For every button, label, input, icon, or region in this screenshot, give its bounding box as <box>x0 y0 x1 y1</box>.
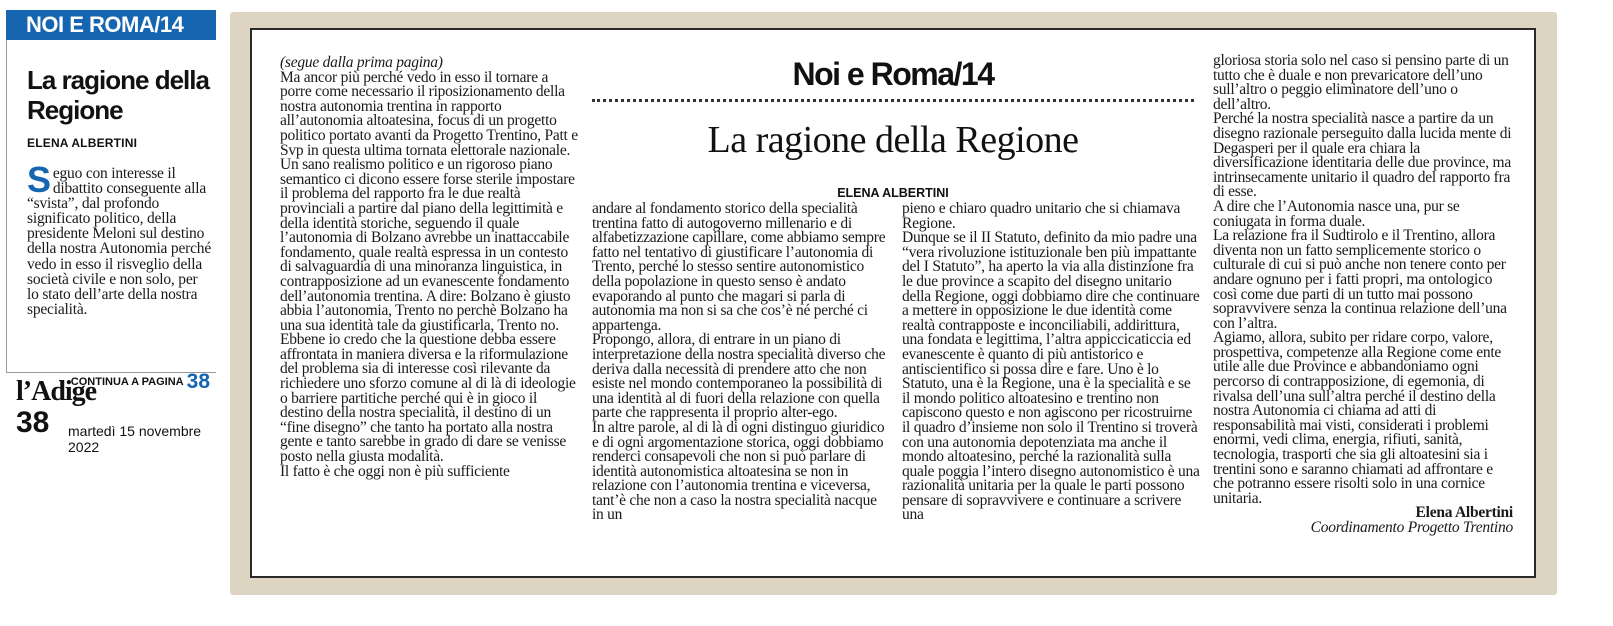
drop-cap: S <box>27 159 51 200</box>
article-column-1 <box>280 56 580 479</box>
headline-block <box>592 54 1194 200</box>
signature-name: Elena Albertini <box>1415 504 1513 522</box>
continue-label: CONTINUA A PAGINA <box>70 376 184 388</box>
paragraph: Propongo, allora, di entrare in un piano di interpretazione della nostra specialità diverso che deriva dalla necessità di prendere atto che non esiste nel mondo contemporaneo la possibilità di una identità al di fuori della relazione con quella parte che rappresenta il proprio alter-ego. <box>592 331 886 422</box>
teaser-author: ELENA ALBERTINI <box>27 136 138 150</box>
page-number: 38 <box>16 406 50 439</box>
paragraph: La relazione fra il Sudtirolo e il Trentino, allora diventa non un fatto semplicemente storico o culturale di cui si può anche non tenere conto per andare ognuno per i fatti propri, ma ontologico così come due parti di un tutto mai possono sopravvivere senza la continua relazione dell’una con l’altra. <box>1213 227 1507 332</box>
paragraph: pieno e chiaro quadro unitario che si chiamava Regione. <box>902 200 1181 232</box>
front-page-teaser <box>6 10 216 455</box>
paragraph: Il fatto è che oggi non è più sufficiente <box>280 462 510 480</box>
issue-date: martedì 15 novembre 2022 <box>68 423 202 455</box>
continue-page-number: 38 <box>186 370 210 393</box>
paragraph: Agiamo, allora, subito per ridare corpo, valore, prospettiva, competenze alla Regione come ente utile alle due Province e abbandoniamo ogni percorso di contrapposizione, di egemonia, di rivalsa dell’una sull’altra perché il destino della nostra Autonomia ci chiama ad atti di responsabilità mai visti, considerati i problemi enormi, vedi clima, energia, rifiuti, sanità, tecnologia, trasporti che sia gli altoatesini sia i trentini sono e saranno chiamati ad affrontare e che potranno essere risolti solo in una cornice unitaria. <box>1213 329 1502 507</box>
kicker: Noi e Roma/14 <box>792 56 994 92</box>
teaser-title: La ragione della Regione <box>27 65 209 125</box>
paragraph: Ma ancor più perché vedo in esso il tornare a porre come necessario il riposizionamento della nostra autonomia trentina in rapporto all’autonomia altoatesina, focus di un progetto politico portato avanti da Progetto Trentino, Patt e Svp in questa ultima tornata elettorale nazionale. <box>280 68 578 159</box>
continued-note: (segue dalla prima pagina) <box>280 54 443 71</box>
teaser-text <box>27 159 212 318</box>
dotted-divider <box>592 99 1194 102</box>
paragraph: A dire che l’Autonomia nasce una, pur se coniugata in forma duale. <box>1213 197 1460 230</box>
article-column-2 <box>592 202 889 523</box>
byline: ELENA ALBERTINI <box>837 186 949 200</box>
signature-role: Coordinamento Progetto Trentino <box>1310 519 1513 536</box>
article-column-3 <box>902 202 1202 523</box>
paragraph: Dunque se il II Statuto, definito da mio padre una “vera rivoluzione istituzionale ben più impattante del I Statuto”, ha aperto la via alla distinzione fra le due province a scapito del disegno unitario della Regione, oggi dobbiamo dire che continuare a mettere in opposizione le due identità come realtà contrapposte e inconciliabili, addirittura, una fondata e legittima, l’altra appiccicaticcia ed evanescente è quanto di più antistorico e antiscientifico si possa dire e fare. Uno è lo Statuto, una è la Regione, una è la specialità e se il mondo politico altoatesino e trentino non capiscono questo e non agiscono per ricostruirne il quadro d’insieme non solo il Trentino si troverà con una autonomia depotenziata ma anche il mondo altoatesino, perché la razionalità sulla quale poggia l’intero disegno autonomistico è una razionalità unitaria per la quale le parti possono pensare di sopravvivere e continuare a scrivere una <box>902 229 1200 524</box>
paragraph: andare al fondamento storico della specialità trentina fatto di autogoverno millenario e di alfabetizzazione capillare, come abbiamo sempre fatto nel tentativo di giustificare l’autonomia di Trento, perché lo stesso sentire autonomistico della popolazione in questo senso è andato evaporando al punto che magari si parla di autonomia ma non si sa che cos’è né perché ci appartenga. <box>592 200 886 334</box>
paragraph: In altre parole, al di là di ogni distinguo giuridico e di ogni argomentazione storica, oggi dobbiamo renderci consapevoli che non si può parlare di identità autonomistica altoatesina se non in relazione con l’autonomia trentina e viceversa, tant’è che non a caso la nostra specialità nacque in un <box>592 418 885 524</box>
newspaper-masthead: l’Adige <box>16 376 97 407</box>
paragraph: gloriosa storia solo nel caso si pensino parte di un tutto che è duale e non prevaricatore dell’uno sull’altro o peggio eliminatore dell’uno o dell’altro. <box>1213 52 1509 113</box>
paragraph: Un sano realismo politico e un rigoroso piano semantico ci dicono essere forse sterile impostare il problema del rapporto fra le due realtà provinciali a partire dal piano della legittimità e della identità storiche, seguendo il quale l’autonomia di Bolzano avrebbe un inattaccabile fondamento, quale realtà espressa in un contesto di salvaguardia di una minoranza linguistica, in contrapposizione ad un evanescente fondamento dell’autonomia trentina. A dire: Bolzano è giusto abbia l’autonomia, Trento no perchè Bolzano ha una sua identità tale da giustificarla, Trento no. Ebbene io credo che la questione debba essere affrontata in maniera diversa e la riformulazione del problema sia di interesse così rilevante da richiedere uno sforzo comune al di là di ideologie o barriere partitiche perché qui è in gioco il destino della nostra specialità, il destino di un “fine disegno” che tanto ha portato alla nostra gente e tanto sarebbe in grado di dare se venisse posto nella giusta modalità. <box>280 156 576 466</box>
article-column-4 <box>1213 54 1513 536</box>
teaser-body: eguo con interesse il dibattito conseguente alla “svista”, dal profondo significato politico, della presidente Meloni sul destino della nostra Autonomia perché vedo in esso il risveglio della società civile e non solo, per lo stato dell’arte della nostra specialità. <box>27 165 212 318</box>
article-frame <box>250 28 1536 578</box>
paragraph: Perché la nostra specialità nasce a partire da un disegno razionale perseguito dalla lucida mente di Degasperi per il quale era chiara la diversificazione identitaria delle due province, ma intrinsecamente unitario il quadro del rapporto fra di esse. <box>1213 110 1512 201</box>
section-tag: NOI E ROMA/14 <box>6 10 216 40</box>
headline: La ragione della Regione <box>707 119 1079 161</box>
